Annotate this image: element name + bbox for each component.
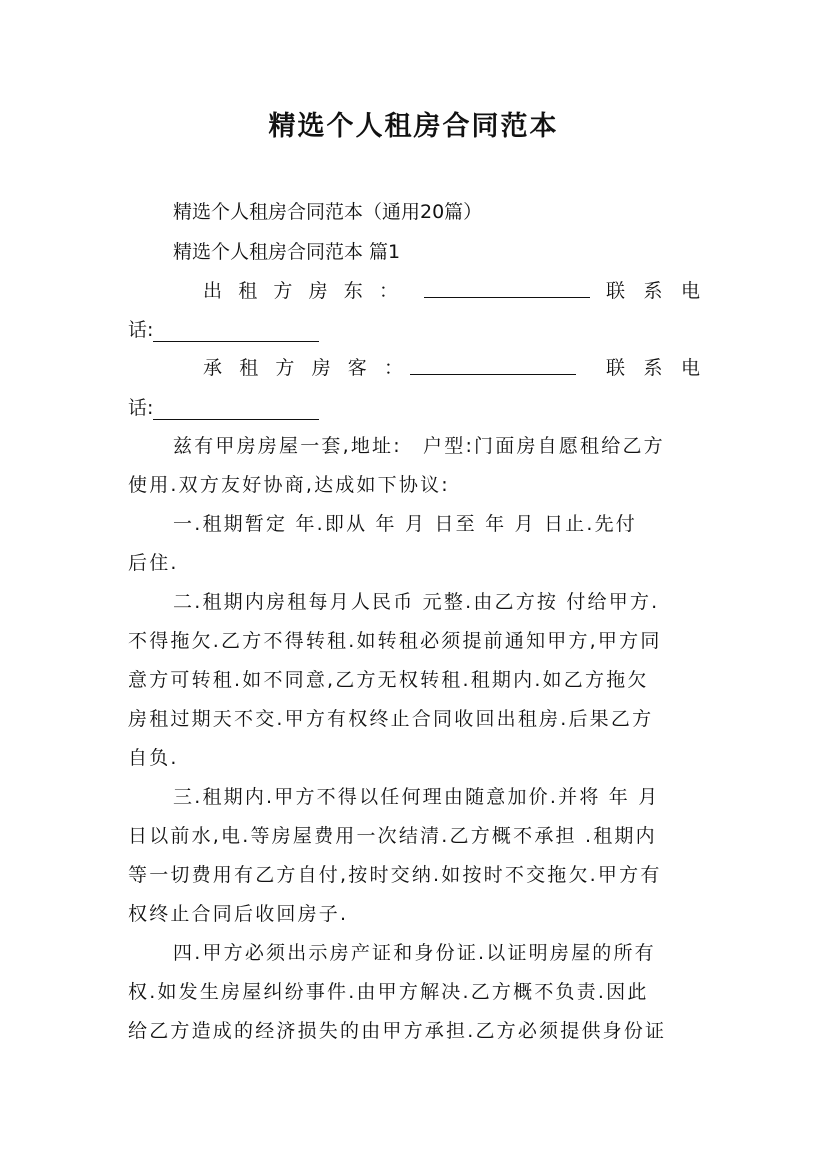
lessor-contact-label [606,279,700,303]
section-heading: 精选个人租房合同范本 篇1 [173,241,401,263]
lessor-char: 方 [273,280,293,302]
lessee-char: 客 [347,357,367,379]
lessor-phone-line [128,318,700,342]
lessor-char: 东 [343,280,363,302]
lessor-char: ： [378,280,398,302]
lessee-phone-blank [153,401,319,420]
subtitle-line: 精选个人租房合同范本（通用20篇） [173,201,483,223]
phone-prefix: 话: [128,319,154,341]
paragraph-line: 一.租期暂定 年.即从 年 月 日至 年 月 日止.先付 [173,513,637,535]
lessor-tail-char: 电 [680,280,700,302]
lessor-label [203,279,398,303]
paragraph-line: 权.如发生房屋纠纷事件.由甲方解决.乙方概不负责.因此 [128,981,649,1003]
lessee-tail-char: 联 [606,357,626,379]
lessee-char: 房 [311,357,331,379]
lessee-char: 承 [203,357,223,379]
paragraph-line: 房租过期天不交.甲方有权终止合同收回出租房.后果乙方 [128,708,654,730]
paragraph-line: 给乙方造成的经济损失的由甲方承担.乙方必须提供身份证 [128,1020,667,1042]
lessor-phone-blank [153,323,319,342]
paragraph-line: 意方可转租.如不同意,乙方无权转租.租期内.如乙方拖欠 [128,669,649,691]
lessee-label [203,356,403,380]
paragraph-line: 使用.双方友好协商,达成如下协议: [128,474,450,496]
paragraph-line: 不得拖欠.乙方不得转租.如转租必须提前通知甲方,甲方同 [128,630,662,652]
phone-prefix: 话: [128,397,154,419]
lessor-line [128,279,700,303]
paragraph-line: 等一切费用有乙方自付,按时交纳.如按时不交拖欠.甲方有 [128,864,662,886]
lessor-tail-char: 系 [643,280,663,302]
paragraph-line: 日以前水,电.等房屋费用一次结清.乙方概不承担 .租期内 [128,825,657,847]
paragraph-line: 二.租期内房租每月人民币 元整.由乙方按 付给甲方. [173,591,660,613]
lessee-name-blank [410,356,576,375]
lessor-char: 房 [308,280,328,302]
lessee-char: 租 [239,357,259,379]
lessor-tail-char: 联 [606,280,626,302]
lessee-phone-line [128,396,700,420]
lessor-char: 出 [203,280,223,302]
lessee-contact-label [606,356,700,380]
paragraph-line: 三.租期内.甲方不得以任何理由随意加价.并将 年 月 [173,786,660,808]
page-title: 精选个人租房合同范本 [268,111,559,142]
lessor-name-blank [424,279,590,298]
lessee-tail-char: 系 [643,357,663,379]
paragraph-line: 兹有甲房房屋一套,地址: 户型:门面房自愿租给乙方 [173,435,665,457]
lessee-tail-char: 电 [680,357,700,379]
paragraph-line: 自负. [128,747,179,769]
paragraph-line: 权终止合同后收回房子. [128,903,349,925]
paragraph-line: 四.甲方必须出示房产证和身份证.以证明房屋的所有 [173,942,656,964]
lessee-char: ： [383,357,403,379]
lessor-char: 租 [238,280,258,302]
lessee-char: 方 [275,357,295,379]
lessee-line [128,356,700,380]
paragraph-line: 后住. [128,552,179,574]
